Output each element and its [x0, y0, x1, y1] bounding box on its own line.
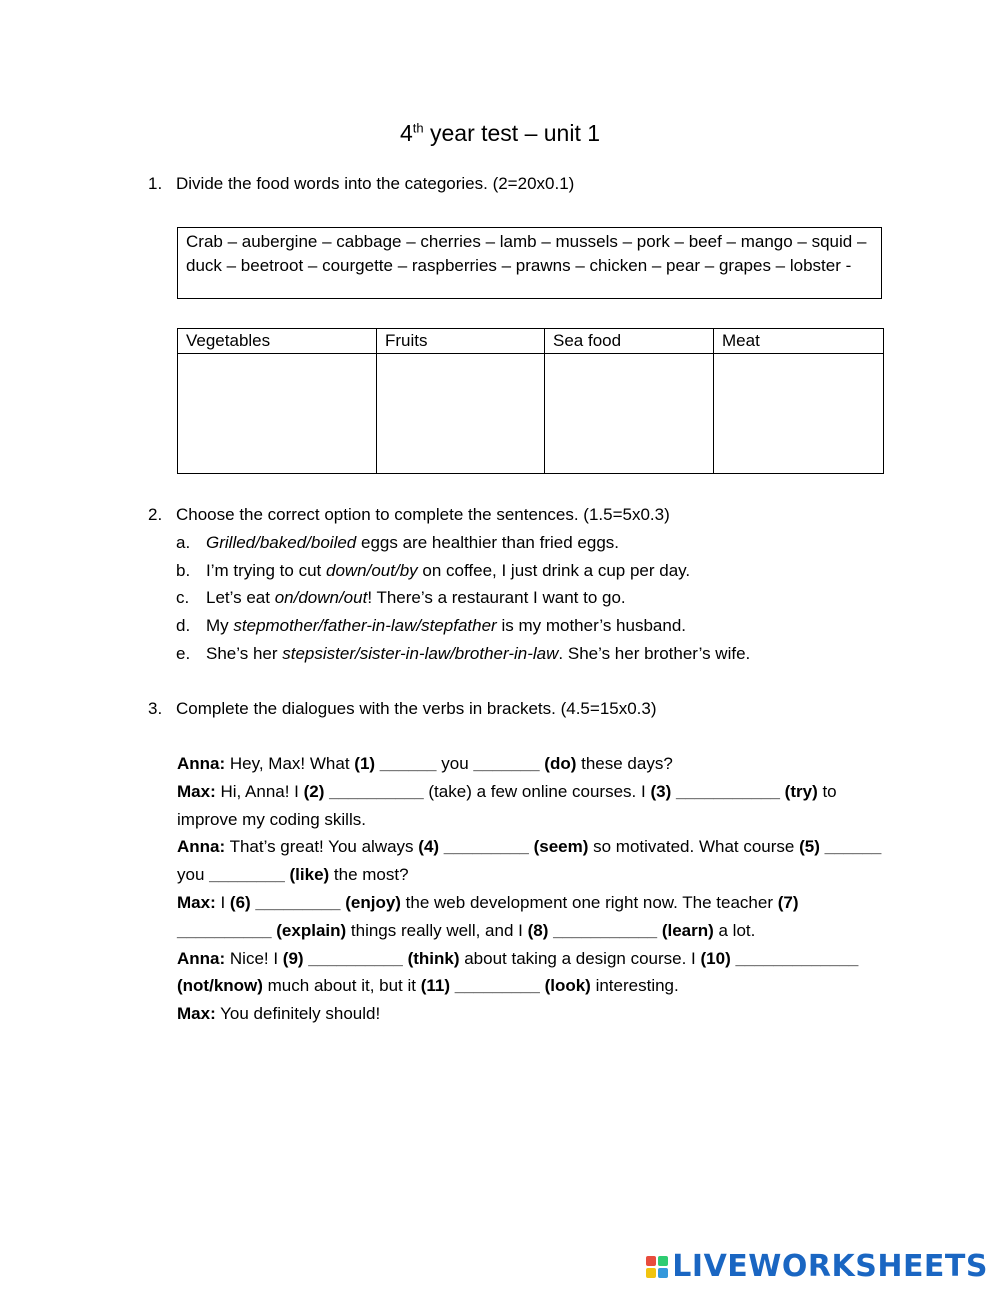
blank-with-verb[interactable]: (6) _________ (enjoy) [229, 892, 401, 912]
column-header-vegetables: Vegetables [178, 329, 377, 354]
dialogue-text: to improve my coding skills. [177, 781, 837, 829]
word-bank: Crab – aubergine – cabbage – cherries – lamb – mussels – pork – beef – mango – squid – duck – beetroot – courgette – raspberries – prawns – chicken – pear – grapes – lobster - [177, 227, 882, 299]
blank-with-verb[interactable]: (11) _________ (look) [420, 976, 591, 996]
blank-with-verb[interactable]: (5) ______ [799, 837, 882, 857]
liveworksheets-logo: LIVEWORKSHEETS [646, 1249, 988, 1284]
column-header-meat: Meat [714, 329, 884, 354]
option-item-b: b. I’m trying to cut down/out/by on coffee, I just drink a cup per day. [176, 561, 691, 580]
choice-options[interactable]: stepsister/sister-in-law/brother-in-law [282, 644, 559, 663]
blank-with-verb[interactable]: (1) ______ [354, 754, 437, 773]
dialogue-text: You definitely should! [215, 1004, 381, 1024]
question-2-heading: 2. Choose the correct option to complete the sentences. (1.5=5x0.3) [148, 505, 670, 524]
category-table [177, 328, 884, 474]
dialogue-line [177, 778, 887, 834]
speaker-name: Max: [177, 781, 216, 801]
speaker-name: Anna: [177, 948, 226, 968]
logo-blocks-icon [646, 1256, 668, 1278]
page-title: 4th year test – unit 1 [399, 120, 601, 146]
blank-with-verb[interactable]: _______ (do) [473, 754, 577, 773]
dialogue-line [177, 750, 887, 778]
dialogue-line [177, 945, 887, 1001]
dialogue-text: these days? [576, 754, 673, 773]
column-header-fruits: Fruits [377, 329, 545, 354]
dialogue-line [177, 889, 887, 945]
speaker-name: Max: [177, 1004, 216, 1024]
dialogue-text: Nice! I [225, 948, 283, 968]
dialogue-text: things really well, and I [346, 920, 528, 940]
dialogue-text: you [436, 754, 474, 773]
answer-cell-fruits[interactable] [377, 354, 545, 474]
dialogue-text: a lot. [713, 920, 756, 940]
dialogue-text: the most? [329, 865, 409, 885]
dialogue-text: interesting. [590, 976, 679, 996]
blank-with-verb[interactable]: (2) __________ [303, 781, 424, 801]
column-header-seafood: Sea food [545, 329, 714, 354]
dialogue-text: so motivated. What course [588, 837, 800, 857]
blank-with-verb[interactable]: (10) _____________ (not/know) [177, 948, 859, 996]
option-item-a: a. Grilled/baked/boiled eggs are healthier than fried eggs. [176, 533, 619, 552]
blank-with-verb[interactable]: (4) _________ (seem) [418, 837, 589, 857]
choice-options[interactable]: on/down/out [274, 588, 368, 607]
blank-with-verb[interactable]: (8) ___________ (learn) [527, 920, 714, 940]
dialogue-text: you [177, 865, 210, 885]
blank-with-verb[interactable]: (3) ___________ (try) [650, 781, 818, 801]
option-item-c: c. Let’s eat on/down/out! There’s a restaurant I want to go. [176, 588, 626, 607]
dialogue-text: about taking a design course. I [459, 948, 701, 968]
choice-options[interactable]: Grilled/baked/boiled [206, 533, 357, 552]
question-3-heading: 3. Complete the dialogues with the verbs in brackets. (4.5=15x0.3) [148, 699, 657, 718]
option-item-d: d. My stepmother/father-in-law/stepfather is my mother’s husband. [176, 616, 687, 635]
dialogue-text: Hey, Max! What [225, 754, 355, 773]
speaker-name: Max: [177, 892, 216, 912]
dialogue-line [177, 1000, 887, 1028]
choice-options[interactable]: down/out/by [325, 561, 418, 580]
dialogue-text: Hi, Anna! I [215, 781, 304, 801]
answer-cell-meat[interactable] [714, 354, 884, 474]
dialogue-text: I [215, 892, 230, 912]
dialogue-text: much about it, but it [262, 976, 421, 996]
dialogue [177, 750, 887, 1028]
question-1-heading: 1. Divide the food words into the categories. (2=20x0.1) [148, 174, 575, 193]
choice-options[interactable]: stepmother/father-in-law/stepfather [233, 616, 497, 635]
answer-cell-vegetables[interactable] [178, 354, 377, 474]
speaker-name: Anna: [177, 837, 226, 857]
speaker-name: Anna: [177, 754, 226, 773]
dialogue-text: (take) a few online courses. I [423, 781, 651, 801]
answer-cell-seafood[interactable] [545, 354, 714, 474]
blank-with-verb[interactable]: (9) __________ (think) [282, 948, 460, 968]
blank-with-verb[interactable]: (7) __________ (explain) [177, 892, 799, 940]
dialogue-text: the web development one right now. The teacher [400, 892, 778, 912]
dialogue-line [177, 833, 887, 889]
option-item-e: e. She’s her stepsister/sister-in-law/brother-in-law. She’s her brother’s wife. [176, 644, 751, 663]
blank-with-verb[interactable]: ________ (like) [209, 865, 330, 885]
dialogue-text: That’s great! You always [225, 837, 419, 857]
